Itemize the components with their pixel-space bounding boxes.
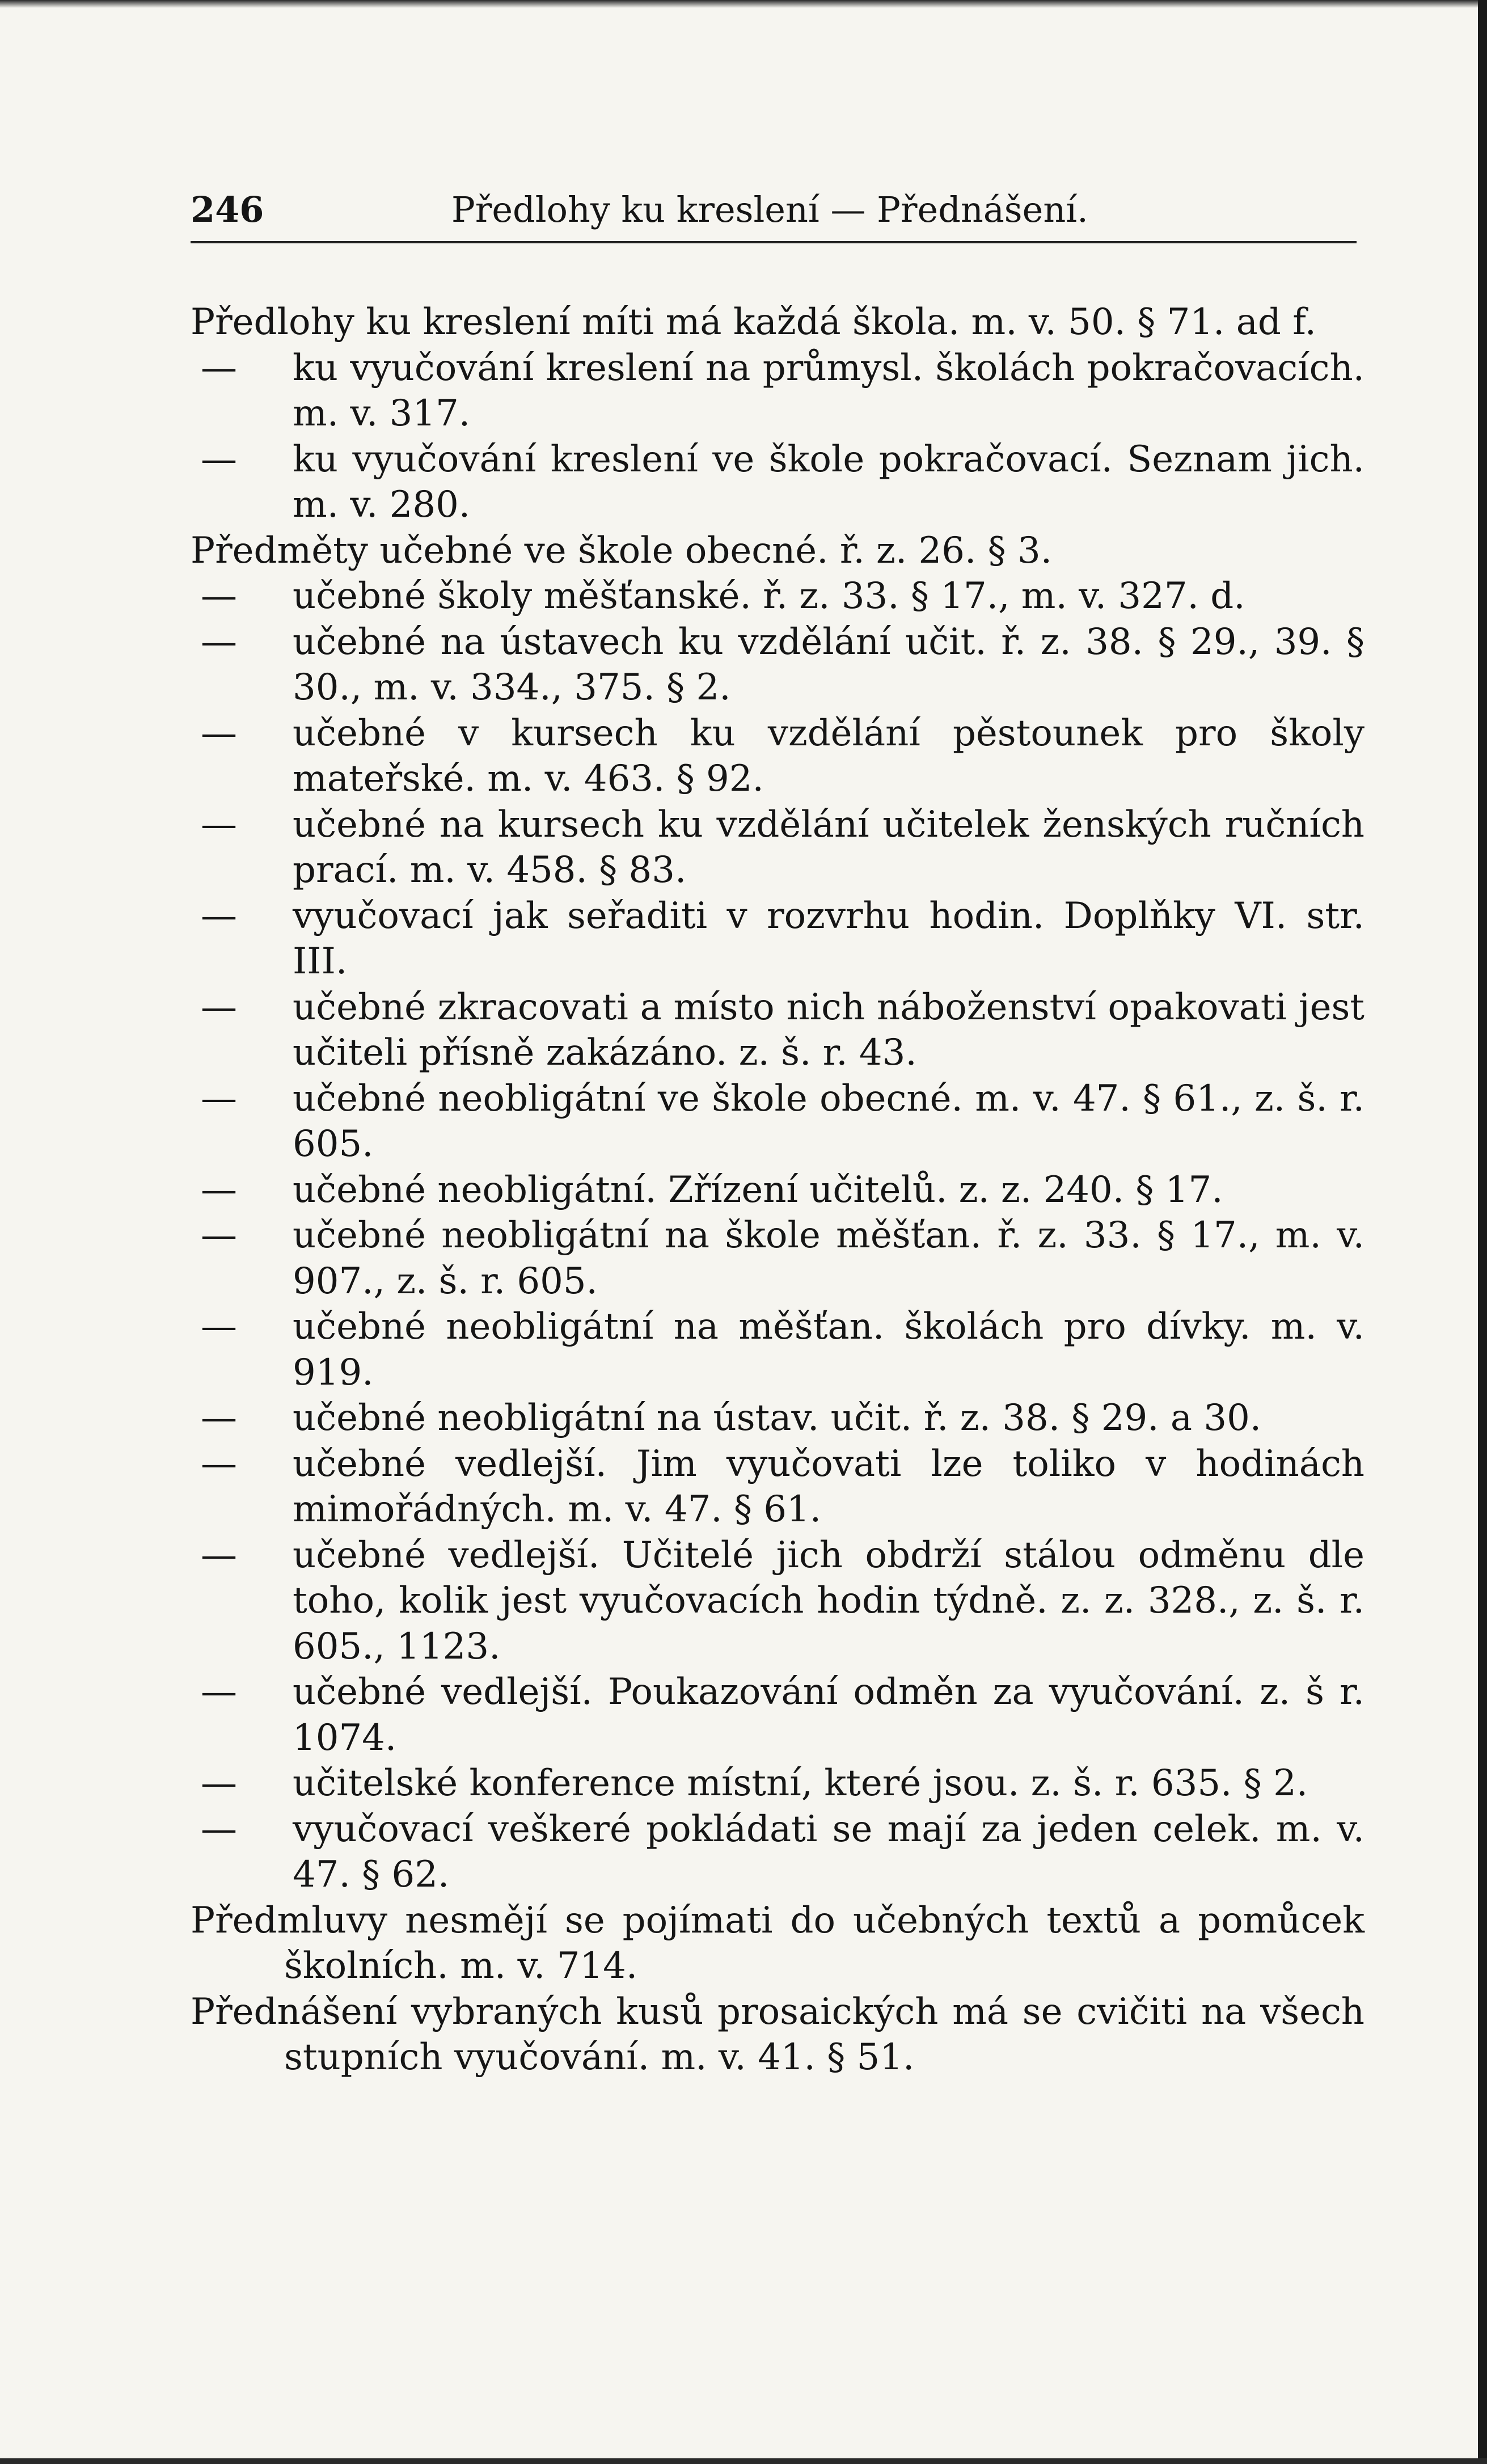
em-dash: — [201,803,237,846]
header-rule [191,241,1357,243]
entry-text: učebné vedlejší. Poukazování odměn za vyučování. z. š r. 1074. [293,1671,1365,1759]
em-dash: — [201,621,237,663]
index-entry-predlohy [191,299,1365,345]
em-dash: — [201,347,237,389]
em-dash: — [201,1214,237,1256]
entry-text: Předměty učebné ve škole obecné. ř. z. 26. § 3. [191,529,1053,572]
entry-text: učebné na ústavech ku vzdělání učit. ř. z. 38. § 29., 39. § 30., m. v. 334., 375. § 2. [293,621,1365,708]
entry-text: učebné vedlejší. Učitelé jich obdrží stálou odměnu dle toho, kolik jest vyučovacích hodin týdně. z. z. 328., z. š. r. 605., 1123. [293,1534,1365,1668]
entry-text: učebné neobligátní na ústav. učit. ř. z. 38. § 29. a 30. [293,1397,1262,1439]
index-entry-predmety [191,528,1365,574]
index-entry-predmluvy [191,1898,1365,1989]
entry-text: učebné v kursech ku vzdělání pěstounek pro školy mateřské. m. v. 463. § 92. [293,712,1365,800]
index-subentry [191,1395,1365,1441]
scan-edge-top [0,0,1487,8]
entry-text: učebné na kursech ku vzdělání učitelek ženských ručních prací. m. v. 458. § 83. [293,803,1365,891]
index-subentry [191,1533,1365,1670]
entry-text: učebné neobligátní ve škole obecné. m. v. 47. § 61., z. š. r. 605. [293,1077,1365,1165]
running-title: Předlohy ku kreslení — Přednášení. [451,189,1088,230]
entry-text: vyučovací veškeré pokládati se mají za jeden celek. m. v. 47. § 62. [293,1808,1365,1896]
em-dash: — [201,1442,237,1485]
em-dash: — [201,1306,237,1348]
entry-text: vyučovací jak seřaditi v rozvrhu hodin. Doplňky VI. str. III. [293,895,1365,982]
index-subentry [191,1167,1365,1213]
index-subentry [191,1213,1365,1304]
index-subentry [191,985,1365,1076]
entry-text: učebné školy měšťanské. ř. z. 33. § 17., m. v. 327. d. [293,575,1245,617]
index-subentry [191,1761,1365,1807]
em-dash: — [201,1077,237,1120]
page-header [191,182,1357,238]
em-dash: — [201,1808,237,1850]
index-subentry [191,893,1365,985]
em-dash: — [201,986,237,1028]
index-subentry [191,619,1365,711]
em-dash: — [201,712,237,754]
index-subentry [191,1076,1365,1167]
scan-edge-bottom [0,2458,1487,2464]
index-subentry [191,1304,1365,1395]
index-subentry [191,437,1365,528]
em-dash: — [201,1671,237,1713]
entry-text: Předlohy ku kreslení míti má každá škola. m. v. 50. § 71. ad f. [191,301,1316,343]
entry-text: učitelské konference místní, které jsou. z. š. r. 635. § 2. [293,1762,1308,1804]
index-subentry [191,802,1365,893]
page-number: 246 [191,189,264,230]
index-subentry [191,573,1365,619]
em-dash: — [201,895,237,937]
index-entry-prednaseni [191,1989,1365,2081]
entry-text: ku vyučování kreslení ve škole pokračovací. Seznam jich. m. v. 280. [293,438,1365,526]
index-subentry [191,711,1365,802]
em-dash: — [201,1762,237,1804]
scan-edge-right [1478,0,1487,2464]
index-subentry [191,1441,1365,1533]
index-subentry [191,1669,1365,1761]
em-dash: — [201,1534,237,1576]
index-entries [191,299,1365,2081]
entry-text: učebné neobligátní. Zřízení učitelů. z. z. 240. § 17. [293,1168,1223,1211]
em-dash: — [201,575,237,617]
entry-text: učebné neobligátní na měšťan. školách pro dívky. m. v. 919. [293,1306,1365,1394]
entry-text: učebné zkracovati a místo nich náboženství opakovati jest učiteli přísně zakázáno. z. š. r. 43. [293,986,1365,1074]
entry-text: ku vyučování kreslení na průmysl. školách pokračovacích. m. v. 317. [293,347,1365,434]
index-subentry [191,345,1365,437]
em-dash: — [201,438,237,480]
entry-text: učebné neobligátní na škole měšťan. ř. z. 33. § 17., m. v. 907., z. š. r. 605. [293,1214,1365,1302]
entry-text: učebné vedlejší. Jim vyučovati lze toliko v hodinách mimořádných. m. v. 47. § 61. [293,1442,1365,1530]
em-dash: — [201,1397,237,1439]
entry-text: Přednášení vybraných kusů prosaických má se cvičiti na všech stupních vyučování. m. v. 41. § 51. [191,1990,1365,2078]
entry-text: Předmluvy nesmějí se pojímati do učebných textů a pomůcek školních. m. v. 714. [191,1899,1365,1987]
em-dash: — [201,1168,237,1211]
index-subentry [191,1807,1365,1898]
